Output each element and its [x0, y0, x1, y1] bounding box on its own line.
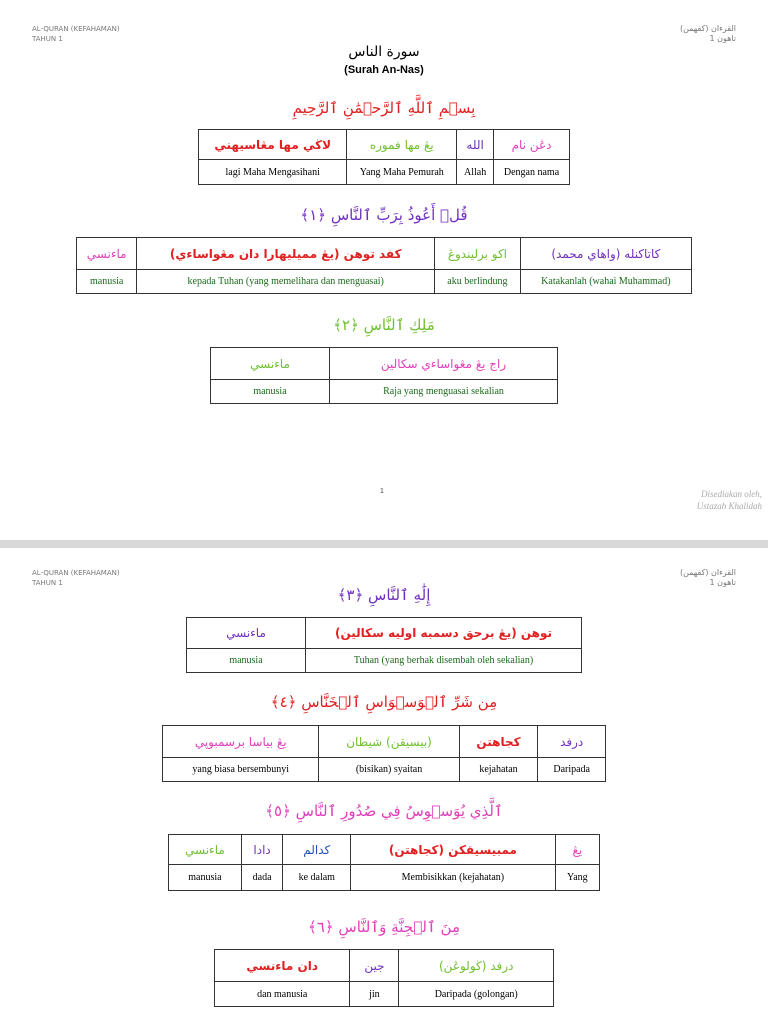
- word-jawi: الله: [457, 130, 494, 160]
- word-malay: lagi Maha Mengasihani: [199, 160, 347, 185]
- word-jawi: دادا: [241, 835, 283, 865]
- word-jawi: دڠن نام: [494, 130, 570, 160]
- word-malay: (bisikan) syaitan: [319, 758, 459, 782]
- word-malay: Katakanlah (wahai Muhammad): [520, 270, 691, 294]
- word-jawi: يڠ: [555, 835, 599, 865]
- header-right: [680, 568, 736, 588]
- word-malay: ke dalam: [283, 865, 351, 891]
- verse-5-malay-row: [169, 865, 600, 891]
- verse-5-table: [168, 834, 600, 891]
- word-jawi: جين: [350, 950, 399, 982]
- word-jawi: توهن (يڠ برحق دسمبه اوليه سکالين): [306, 618, 582, 649]
- verse-5-jawi-row: [169, 835, 600, 865]
- word-malay: manusia: [211, 380, 330, 404]
- verse-0-table: [198, 129, 570, 185]
- prepared-by-name: Ustazah Khalidah: [696, 501, 762, 511]
- header-year: TAHUN 1: [32, 35, 63, 43]
- word-malay: kejahatan: [459, 758, 538, 782]
- word-malay: Allah: [457, 160, 494, 185]
- verse-4-arabic: مِن شَرِّ ٱلۡوَسۡوَاسِ ٱلۡخَنَّاسِ ﴿٤﴾: [270, 693, 498, 711]
- verse-3-table: [186, 617, 582, 673]
- verse-3-jawi-row: [187, 618, 582, 649]
- word-jawi: ماءنسي: [169, 835, 242, 865]
- verse-0-malay-row: [199, 160, 570, 185]
- header-subject: AL-QURAN (KEFAHAMAN): [32, 25, 120, 33]
- verse-0-jawi-row: [199, 130, 570, 160]
- surah-title-arabic: سورة الناس: [348, 44, 420, 60]
- prepared-by: [697, 488, 762, 512]
- word-jawi: ممبيسيقکن (کجاهتن): [351, 835, 556, 865]
- header-year: TAHUN 1: [32, 579, 63, 587]
- word-malay: Membisikkan (kejahatan): [351, 865, 556, 891]
- verse-6-malay-row: [215, 982, 554, 1007]
- word-malay: Tuhan (yang berhak disembah oleh sekalian): [306, 649, 582, 673]
- word-malay: kepada Tuhan (yang memelihara dan menguasai): [137, 270, 435, 294]
- verse-6-table: [214, 949, 554, 1007]
- word-malay: Daripada (golongan): [399, 982, 554, 1007]
- word-malay: Daripada: [538, 758, 606, 782]
- verse-1-table: [76, 237, 692, 294]
- word-jawi: اکو برليندوڠ: [435, 238, 521, 270]
- page-separator: [0, 540, 768, 548]
- word-jawi: کجاهتن: [459, 726, 538, 758]
- header-year-jawi: تاهون 1: [709, 578, 736, 587]
- verse-1-malay-row: [77, 270, 692, 294]
- word-malay: Raja yang menguasai sekalian: [330, 380, 558, 404]
- surah-title-latin: (Surah An-Nas): [344, 64, 424, 76]
- word-jawi: کدالم: [283, 835, 351, 865]
- word-jawi: دان ماءنسي: [215, 950, 350, 982]
- header-right: [680, 24, 736, 44]
- word-jawi: لاڬي مها مڠاسيهني: [199, 130, 347, 160]
- word-malay: manusia: [187, 649, 306, 673]
- header-left: [32, 568, 120, 588]
- word-malay: aku berlindung: [435, 270, 521, 294]
- header-subject-jawi: القرءان (کفهمن): [679, 24, 736, 33]
- word-jawi: درفد: [538, 726, 606, 758]
- word-malay: Yang Maha Pemurah: [347, 160, 457, 185]
- word-jawi: راج يڠ مڠواساءي سکالين: [330, 348, 558, 380]
- verse-3-arabic: إِلَٰهِ ٱلنَّاسِ ﴿٣﴾: [337, 586, 431, 604]
- verse-4-table: [162, 725, 606, 782]
- word-malay: manusia: [169, 865, 242, 891]
- word-malay: dada: [241, 865, 283, 891]
- word-jawi: (بيسيقن) شيطان: [319, 726, 459, 758]
- verse-5-arabic: ٱلَّذِي يُوَسۡوِسُ فِي صُدُورِ ٱلنَّاسِ ﴿٥﴾: [265, 802, 503, 820]
- verse-2-arabic: مَلِكِ ٱلنَّاسِ ﴿٢﴾: [333, 316, 435, 334]
- verse-2-malay-row: [211, 380, 558, 404]
- word-jawi: كاتاكنله (واهاي محمد): [520, 238, 691, 270]
- word-jawi: درفد (ڬولوڠن): [399, 950, 554, 982]
- verse-3-malay-row: [187, 649, 582, 673]
- word-jawi: ماءنسي: [211, 348, 330, 380]
- word-malay: jin: [350, 982, 399, 1007]
- word-jawi: يڠ مها فموره: [347, 130, 457, 160]
- page-2: [0, 548, 768, 1024]
- word-malay: Dengan nama: [494, 160, 570, 185]
- word-malay: Yang: [555, 865, 599, 891]
- word-jawi: ماءنسي: [187, 618, 306, 649]
- verse-2-jawi-row: [211, 348, 558, 380]
- page-number: 1: [380, 488, 384, 495]
- header-year-jawi: تاهون 1: [709, 34, 736, 43]
- header-left: [32, 24, 120, 44]
- word-jawi: کفد توهن (يڠ مميليهارا دان مڠواساءي): [137, 238, 435, 270]
- verse-4-malay-row: [163, 758, 606, 782]
- word-jawi: يڠ بياسا برسمبوڽي: [163, 726, 319, 758]
- verse-0-arabic: بِسۡمِ ٱللَّهِ ٱلرَّحۡمَٰنِ ٱلرَّحِيمِ: [292, 99, 476, 117]
- verse-1-jawi-row: [77, 238, 692, 270]
- prepared-by-label: Disediakan oleh,: [701, 489, 762, 499]
- header-subject: AL-QURAN (KEFAHAMAN): [32, 569, 120, 577]
- verse-6-arabic: مِنَ ٱلۡجِنَّةِ وَٱلنَّاسِ ﴿٦﴾: [307, 918, 461, 936]
- word-malay: dan manusia: [215, 982, 350, 1007]
- verse-4-jawi-row: [163, 726, 606, 758]
- word-malay: yang biasa bersembunyi: [163, 758, 319, 782]
- word-malay: manusia: [77, 270, 137, 294]
- word-jawi: ماءنسي: [77, 238, 137, 270]
- verse-2-table: [210, 347, 558, 404]
- header-subject-jawi: القرءان (کفهمن): [679, 568, 736, 577]
- verse-6-jawi-row: [215, 950, 554, 982]
- verse-1-arabic: قُلۡ أَعُوذُ بِرَبِّ ٱلنَّاسِ ﴿١﴾: [300, 206, 468, 224]
